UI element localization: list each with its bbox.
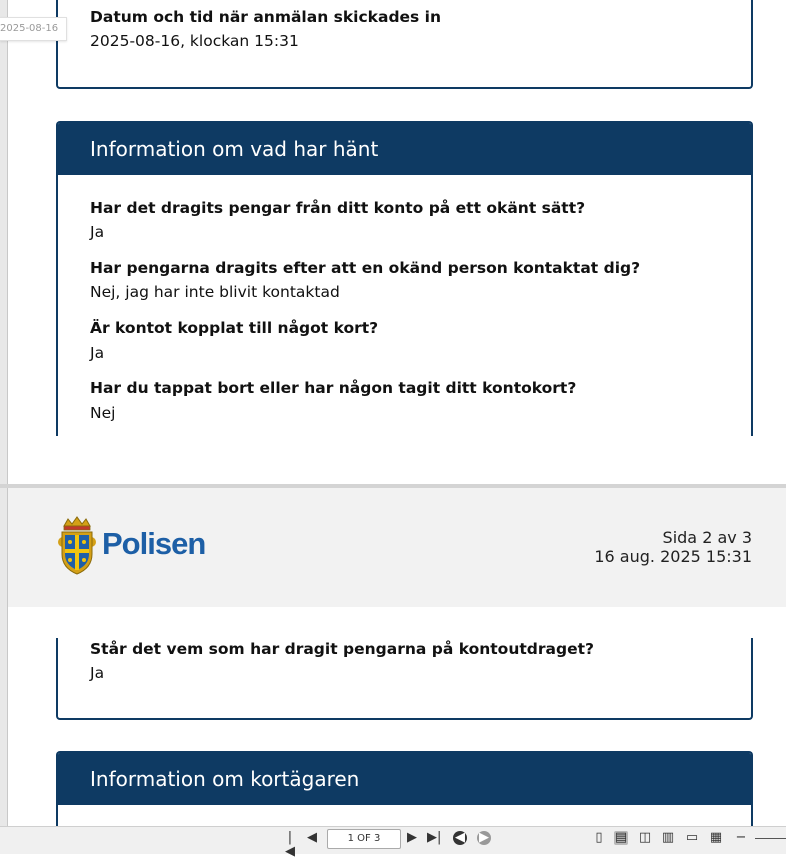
page-number-input[interactable]: 1 OF 3 [327, 829, 401, 849]
what-happened-title: Information om vad har hänt [58, 123, 751, 175]
two-page-icon[interactable]: ◫ [638, 830, 652, 845]
date-tooltip: 2025-08-16 [0, 17, 67, 41]
answer-4: Nej [90, 404, 116, 422]
back-icon[interactable]: ◀ [455, 830, 465, 845]
question-3: Är kontot kopplat till något kort? [90, 319, 379, 337]
print-timestamp: 16 aug. 2025 15:31 [594, 547, 752, 566]
submitted-question: Datum och tid när anmälan skickades in [90, 8, 442, 26]
submitted-answer: 2025-08-16, klockan 15:31 [90, 32, 299, 50]
zoom-slider-track[interactable] [755, 838, 786, 839]
page-meta [594, 528, 752, 566]
last-page-icon[interactable]: ▶| [427, 830, 442, 845]
continued-card [56, 638, 753, 720]
single-page-icon[interactable]: ▯ [595, 830, 603, 845]
polisen-logo [54, 516, 214, 576]
page-number-label: Sida 2 av 3 [662, 528, 752, 547]
answer-2: Nej, jag har inte blivit kontaktad [90, 283, 340, 301]
question-2: Har pengarna dragits efter att en okänd person kontaktat dig? [90, 259, 641, 277]
pdf-page-1 [8, 0, 786, 485]
first-page-icon[interactable]: |◀ [285, 830, 295, 859]
prev-page-icon[interactable]: ◀ [307, 830, 317, 845]
viewer-left-gutter [0, 0, 8, 853]
fit-page-icon[interactable]: ▭ [685, 830, 699, 845]
question-1: Har det dragits pengar från ditt konto på ett okänt sätt? [90, 199, 586, 217]
what-happened-card [56, 121, 753, 436]
coat-of-arms-icon [54, 516, 100, 576]
zoom-out-icon[interactable]: − [735, 830, 747, 845]
thumbnails-icon[interactable]: ▦ [709, 830, 723, 845]
viewer-toolbar [0, 826, 786, 859]
forward-icon[interactable]: ▶ [479, 830, 489, 845]
answer-3: Ja [90, 344, 105, 362]
cardholder-title: Information om kortägaren [58, 753, 751, 805]
brand-name: Polisen [102, 526, 206, 561]
two-page-continuous-icon[interactable]: ▥ [661, 830, 675, 845]
continuous-page-icon[interactable]: ▤ [614, 830, 628, 845]
page-header [8, 488, 786, 607]
answer-5: Ja [90, 664, 105, 682]
cardholder-card [56, 751, 753, 831]
answer-1: Ja [90, 223, 105, 241]
pdf-page-2 [8, 488, 786, 828]
submitted-card [56, 0, 753, 89]
question-4: Har du tappat bort eller har någon tagit ditt kontokort? [90, 379, 577, 397]
question-5: Står det vem som har dragit pengarna på kontoutdraget? [90, 640, 594, 658]
next-page-icon[interactable]: ▶ [407, 830, 417, 845]
